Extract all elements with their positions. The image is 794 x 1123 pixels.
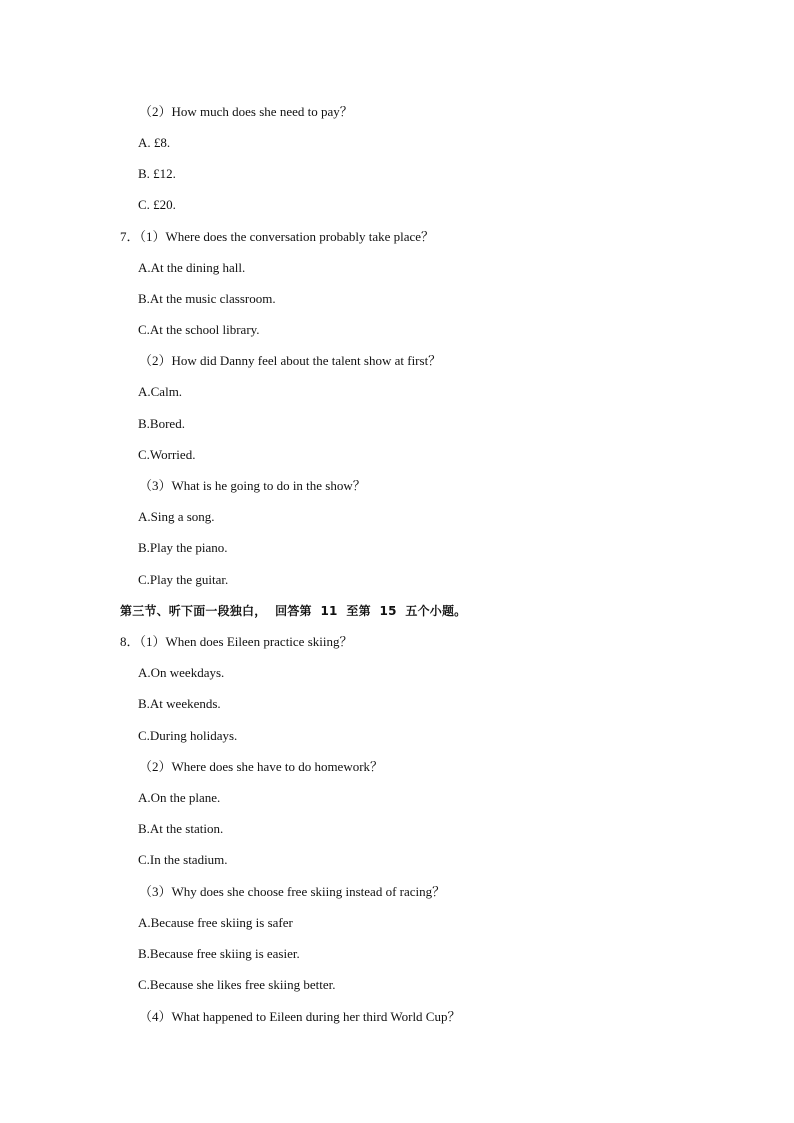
- option-a: A.On the plane.: [138, 790, 221, 805]
- option-c: C.Play the guitar.: [138, 572, 229, 587]
- option-a: A.Calm.: [138, 384, 183, 399]
- section-heading: 第三节、听下面一段独白， 回答第 11 至第 15 五个小题。: [120, 604, 467, 618]
- question-8-2-prompt: （2）Where does she have to do homework？: [139, 759, 384, 774]
- option-b: B.Because free skiing is easier.: [138, 946, 300, 961]
- option-b: B.At weekends.: [138, 696, 221, 711]
- question-7-2-prompt: （2）How did Danny feel about the talent show at first？: [139, 353, 442, 368]
- question-8-4-prompt: （4）What happened to Eileen during her third World Cup？: [139, 1009, 461, 1024]
- option-c: C.At the school library.: [138, 322, 260, 337]
- option-c: C. £20.: [138, 197, 176, 212]
- option-c: C.During holidays.: [138, 728, 238, 743]
- option-a: A.On weekdays.: [138, 665, 225, 680]
- question-6-2-prompt: （2）How much does she need to pay？: [139, 104, 353, 119]
- option-a: A. £8.: [138, 135, 171, 150]
- option-c: C.In the stadium.: [138, 852, 228, 867]
- option-b: B.At the music classroom.: [138, 291, 276, 306]
- option-b: B.Bored.: [138, 416, 185, 431]
- option-b: B. £12.: [138, 166, 176, 181]
- question-7-1-prompt: 7．（1）Where does the conversation probably take place？: [120, 229, 435, 244]
- option-b: B.At the station.: [138, 821, 224, 836]
- option-c: C.Worried.: [138, 447, 196, 462]
- question-8-1-prompt: 8．（1）When does Eileen practice skiing？: [120, 634, 353, 649]
- option-a: A.Because free skiing is safer: [138, 915, 293, 930]
- question-7-3-prompt: （3）What is he going to do in the show？: [139, 478, 366, 493]
- option-a: A.Sing a song.: [138, 509, 215, 524]
- option-b: B.Play the piano.: [138, 540, 228, 555]
- option-c: C.Because she likes free skiing better.: [138, 977, 336, 992]
- option-a: A.At the dining hall.: [138, 260, 246, 275]
- question-8-3-prompt: （3）Why does she choose free skiing instead of racing？: [139, 884, 446, 899]
